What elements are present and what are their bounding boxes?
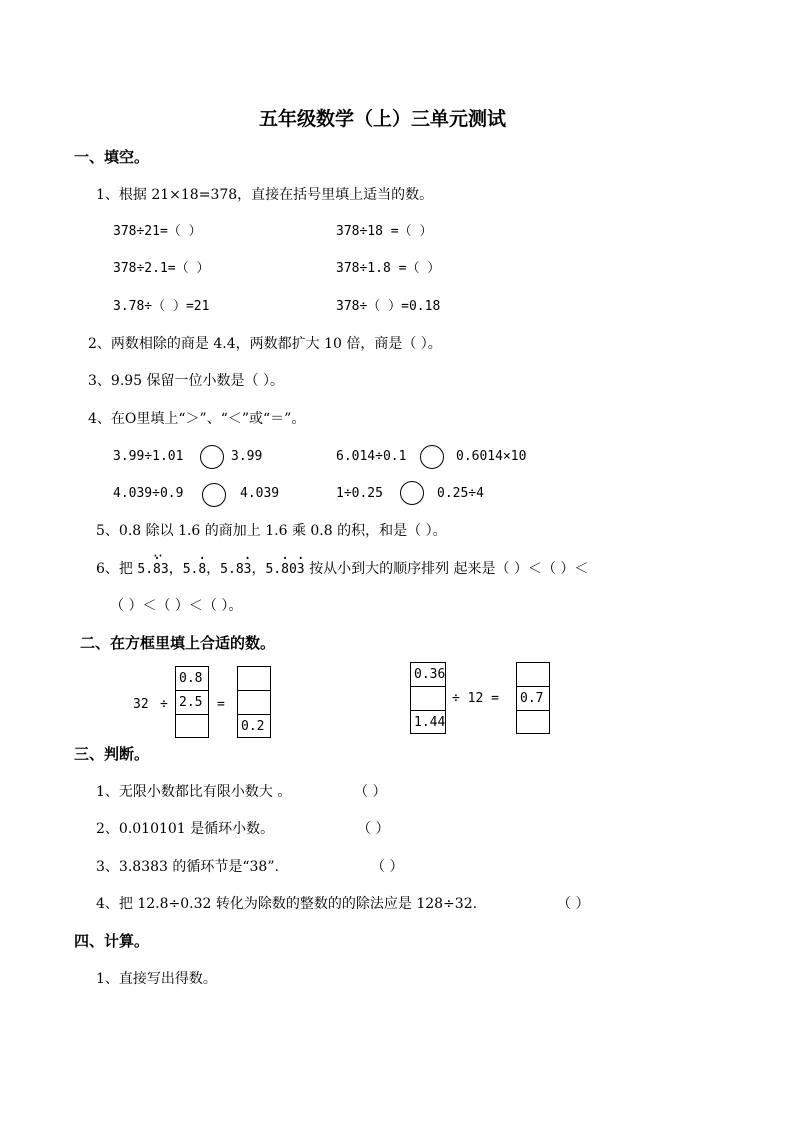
calc-1: 1、直接写出得数。 [96, 971, 217, 987]
left-result-cell[interactable] [238, 667, 270, 691]
recurring-number-3: 5.8· 3 [220, 562, 251, 577]
question-1-1c: 378÷2.1=（ ） [113, 261, 210, 276]
judge-1-paren[interactable]: （ ） [354, 784, 387, 800]
section-1-heading: 一、填空。 [74, 148, 150, 166]
judge-4-paren[interactable]: （ ） [557, 896, 590, 912]
right-result-cell[interactable] [517, 663, 549, 687]
recurring-number-2: 5.· 8 [183, 562, 206, 577]
judge-2: 2、0.010101 是循环小数。 [96, 821, 275, 837]
compare-a-left: 3.99÷1.01 [113, 449, 184, 464]
judge-3: 3、3.8383 的循环节是“38”. [96, 859, 279, 875]
right-result-box [516, 662, 550, 734]
judge-2-paren[interactable]: （ ） [357, 821, 390, 837]
recurring-dot-mark: · 3 [297, 561, 305, 579]
question-1-2: 2、两数相除的商是 4.4，两数都扩大 10 倍，商是（ ）。 [88, 336, 442, 352]
section-4-heading: 四、计算。 [74, 932, 150, 950]
judge-4: 4、把 12.8÷0.32 转化为除数的整数的的除法应是 128÷32. [96, 896, 478, 912]
compare-c-circle[interactable] [202, 483, 226, 507]
right-dividend-cell[interactable] [411, 687, 445, 711]
left-divide-sign: ÷ [160, 697, 168, 712]
comma: ， [251, 561, 266, 577]
compare-b-left: 6.014÷0.1 [336, 449, 407, 464]
right-result-cell[interactable] [517, 711, 549, 735]
question-1-1a: 378÷21=（ ） [113, 224, 202, 239]
left-equals: = [217, 697, 225, 712]
recurring-dot-mark: · 8 ·· [153, 561, 161, 579]
judge-1: 1、无限小数都比有限小数大 。 [96, 784, 292, 800]
compare-d-circle[interactable] [400, 481, 424, 505]
right-operation: ÷ 12 = [452, 691, 499, 706]
recurring-dot-mark: · 3 [244, 561, 252, 579]
left-divisor-cell[interactable]: 0.8 [176, 667, 208, 691]
right-result-cell[interactable]: 0.7 [517, 687, 549, 711]
left-result-box [237, 666, 271, 738]
compare-b-right: 0.6014×10 [456, 449, 527, 464]
right-dividend-cell[interactable]: 0.36 [411, 663, 445, 687]
question-1-1f: 378÷（ ）=0.18 [336, 299, 441, 314]
question-1-1: 1、根据 21×18=378，直接在括号里填上适当的数。 [96, 187, 434, 203]
left-result-cell[interactable]: 0.2 [241, 719, 265, 734]
question-1-1e: 3.78÷（ ）=21 [113, 299, 210, 314]
section-3-heading: 三、判断。 [74, 745, 150, 763]
comma: ， [168, 561, 183, 577]
section-2-heading: 二、在方框里填上合适的数。 [80, 634, 276, 652]
right-dividend-box [410, 662, 446, 734]
question-1-5: 5、0.8 除以 1.6 的商加上 1.6 乘 0.8 的积，和是（ ）。 [96, 523, 447, 539]
question-1-3: 3、9.95 保留一位小数是（ ）。 [88, 373, 284, 389]
compare-b-circle[interactable] [420, 445, 444, 469]
compare-d-left: 1÷0.25 [336, 486, 383, 501]
recurring-number-4: 5.· 80· 3 [265, 562, 304, 577]
question-1-6-line2: （ ）＜（ ）＜（ ）。 [110, 598, 243, 614]
left-divisor-cell[interactable]: 2.5 [176, 691, 208, 715]
question-1-1b: 378÷18 =（ ） [336, 224, 433, 239]
recurring-number-1: 5.· 8 ··3 [137, 562, 168, 577]
question-1-4: 4、在O里填上“＞”、“＜”或“＝”。 [88, 411, 306, 427]
left-divisor-cell[interactable] [176, 715, 208, 739]
compare-a-circle[interactable] [200, 445, 224, 469]
recurring-dot-mark: · 8 [281, 561, 289, 579]
question-1-6-prefix: 6、把 [96, 561, 133, 577]
compare-c-right: 4.039 [240, 486, 280, 501]
left-dividend: 32 [133, 697, 149, 712]
compare-c-left: 4.039÷0.9 [113, 486, 184, 501]
compare-a-right: 3.99 [231, 449, 263, 464]
recurring-dot-mark: · 8 [198, 561, 206, 579]
question-1-1d: 378÷1.8 =（ ） [336, 261, 441, 276]
right-dividend-cell[interactable]: 1.44 [414, 715, 446, 730]
question-1-6-suffix: 按从小到大的顺序排列 起来是（ ）＜（ ）＜ [309, 561, 589, 577]
question-1-6 [96, 560, 588, 579]
left-result-cell[interactable] [238, 691, 270, 715]
compare-d-right: 0.25÷4 [437, 486, 484, 501]
comma: ， [206, 561, 221, 577]
page-title: 五年级数学（上）三单元测试 [259, 108, 507, 130]
judge-3-paren[interactable]: （ ） [371, 859, 404, 875]
left-divisor-box [175, 666, 209, 738]
